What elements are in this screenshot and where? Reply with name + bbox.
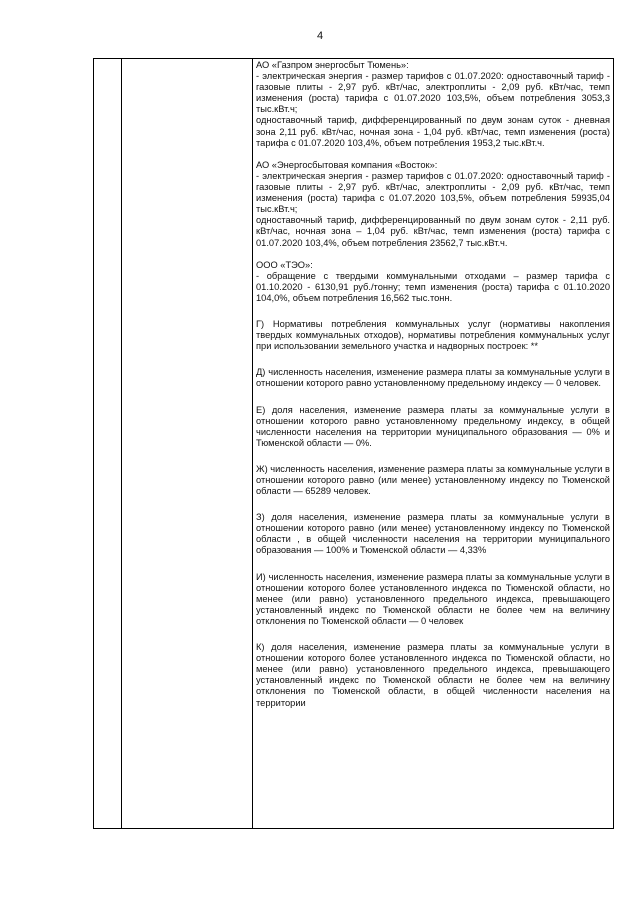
paragraph-gazprom-heading: АО «Газпром энергосбыт Тюмень»:	[256, 60, 409, 70]
document-table	[93, 58, 614, 829]
paragraph-gazprom-single-rate: - электрическая энергия - размер тарифов с 01.07.2020: одноставочный тариф - газовые плиты - 2,97 руб. кВт/час, электроплиты - 2,09 руб. кВт/час, темп изменения (роста) тарифа с 01.07.2020 103,5%, объем потребления 3053,3 тыс.кВт.ч;	[256, 71, 610, 115]
table-cell-text	[256, 60, 610, 709]
paragraph-i-population: И) численность населения, изменение размера платы за коммунальные услуги в отношении которого более установленного индекса по Тюменской области, но менее (или равно) установленного предельного индекса, превышающего установленный индекс по Тюменской области не более чем на величину отклонения по Тюменской области — 0 человек	[256, 571, 610, 626]
page-number: 4	[316, 30, 324, 42]
column-divider-2	[252, 59, 253, 828]
paragraph-k-share: К) доля населения, изменение размера платы за коммунальные услуги в отношении которого более установленного индекса по Тюменской области, но менее (или равно) установленного предельного индекса, превышающего установленный индекс по Тюменской области не более чем на величину отклонения по Тюменской области, в общей численности населения на территории	[256, 642, 610, 708]
paragraph-e-share: Е) доля населения, изменение размера платы за коммунальные услуги в отношении которого равно установленному предельному индексу, в общей численности населения на территории муниципального образования — 0% и Тюменской области — 0%.	[256, 404, 610, 448]
paragraph-vostok-heading: АО «Энергосбытовая компания «Восток»:	[256, 159, 438, 170]
paragraph-vostok-two-zone: одноставочный тариф, дифференцированный по двум зонам суток - 2,11 руб. кВт/час, ночная зона – 1,04 руб. кВт/час, темп изменения (роста) тарифа с 01.07.2020 103,4%, объем потребления 23562,7 тыс.кВт.ч.	[256, 215, 610, 248]
paragraph-gazprom-two-zone: одноставочный тариф, дифференцированный по двум зонам суток - дневная зона 2,11 руб. кВт/час, ночная зона - 1,04 руб. кВт/час, темп изменения (роста) тарифа с 01.07.2020 103,4%, объем потребления 1953,2 тыс.кВт.ч.	[256, 115, 610, 148]
paragraph-teo-waste: - обращение с твердыми коммунальными отходами – размер тарифа с 01.10.2020 - 6130,91 руб./тонну; темп изменения (роста) тарифа с 01.10.2020 104,0%, объем потребления 16,562 тыс.тонн.	[256, 270, 610, 303]
paragraph-z-share: З) доля населения, изменение размера платы за коммунальные услуги в отношении которого равно (или менее) установленному индексу по Тюменской области , в общей численности населения на территории муниципального образования — 100% и Тюменской области — 4,33%	[256, 512, 610, 556]
paragraph-teo-heading: ООО «ТЭО»:	[256, 259, 313, 270]
paragraph-d-population: Д) численность населения, изменение размера платы за коммунальные услуги в отношении которого равно установленному предельному индексу — 0 человек.	[256, 367, 610, 389]
column-divider-1	[121, 59, 122, 828]
paragraph-vostok-single-rate: - электрическая энергия - размер тарифов с 01.07.2020: одноставочный тариф - газовые плиты - 2,97 руб. кВт/час, электроплиты - 2,09 руб. кВт/час, темп изменения (роста) тарифа с 01.07.2020 103,5%, объем потребления 59935,04 тыс.кВт.ч;	[256, 170, 610, 215]
paragraph-zh-population: Ж) численность населения, изменение размера платы за коммунальные услуги в отношении которого равно (или менее) установленному индексу по Тюменской области — 65289 человек.	[256, 463, 610, 497]
paragraph-g-norms: Г) Нормативы потребления коммунальных услуг (нормативы накопления твердых коммунальных отходов), нормативы потребления коммунальных услуг при использовании земельного участка и надворных построек: **	[256, 319, 610, 352]
